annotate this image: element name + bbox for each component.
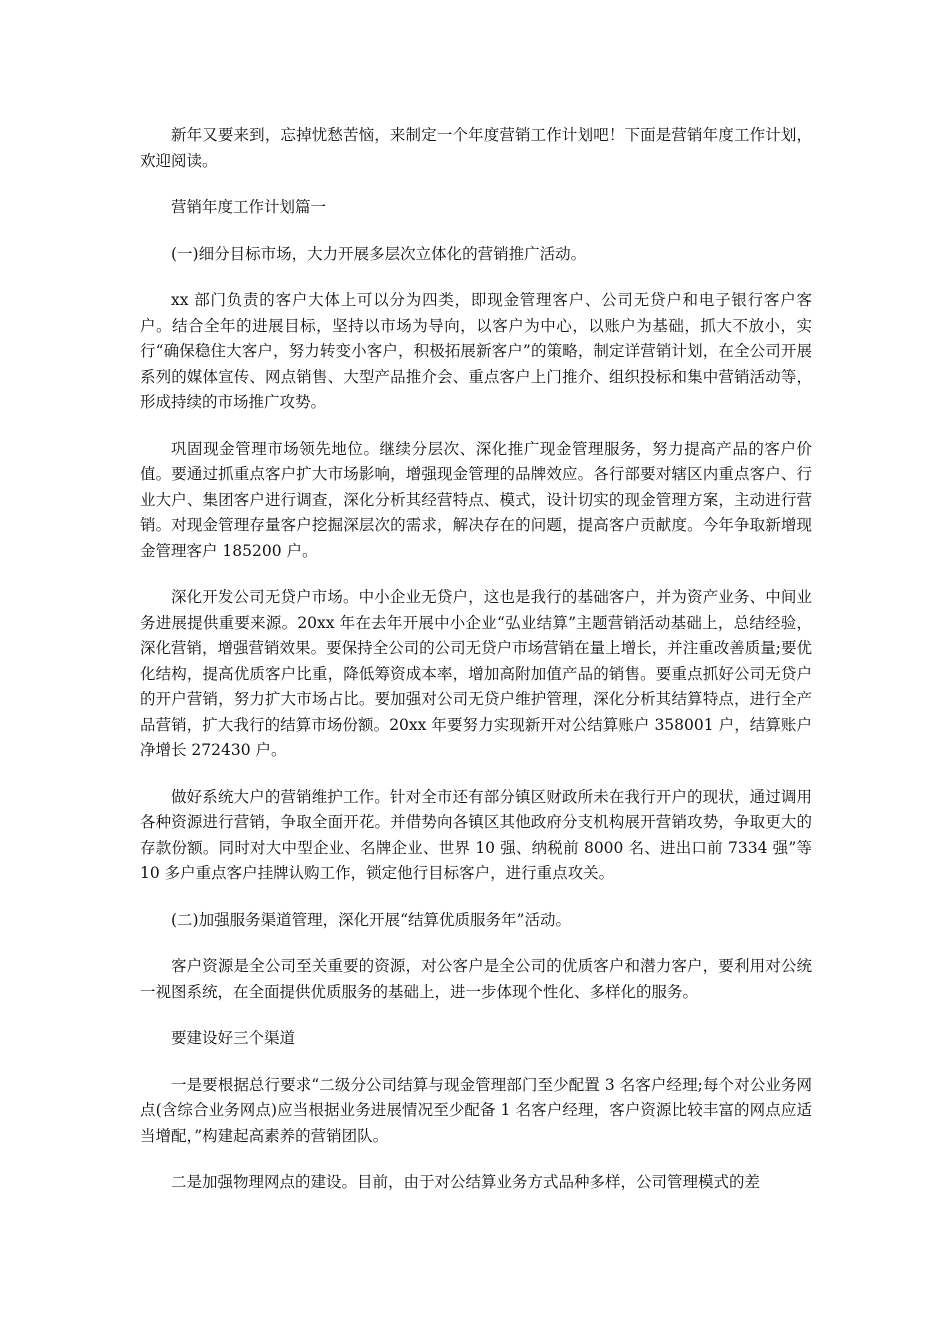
heading-two: (二)加强服务渠道管理，深化开展“结算优质服务年”活动。	[171, 910, 571, 929]
heading-one: (一)细分目标市场，大力开展多层次立体化的营销推广活动。	[171, 244, 587, 263]
paragraph-channel-two: 二是加强物理网点的建设。目前，由于对公结算业务方式品种多样，公司管理模式的差	[171, 1173, 761, 1191]
paragraph-no-loan-market: 深化开发公司无贷户市场。中小企业无贷户，这也是我行的基础客户，并为资产业务、中间业务进展提供重要来源。20xx 年在去年开展中小企业“弘业结算”主题营销活动基础上，总结经验，深化营销，增强营销效果。要保持全公司的公司无贷户市场营销在量上增长，并注重改善质量;要优化结构，提高优质客户比重，降低筹资成本率，增加高附加值产品的销售。要重点抓好公司无贷户的开户营销，努力扩大市场占比。要加强对公司无贷户维护管理，深化分析其结算特点，进行全产品营销，扩大我行的结算市场份额。20xx 年要努力实现新开对公结算账户 358001 户，结算账户净增长 272430 户。	[140, 588, 812, 759]
paragraph-customer-resources: 客户资源是全公司至关重要的资源，对公客户是全公司的优质客户和潜力客户，要利用对公统一视图系统，在全面提供优质服务的基础上，进一步体现个性化、多样化的服务。	[140, 957, 812, 1001]
paragraph-channel-one: 一是要根据总行要求“二级分公司结算与现金管理部门至少配置 3 名客户经理;每个对公业务网点(含综合业务网点)应当根据业务进展情况至少配备 1 名客户经理，客户资源比较丰富的网点应适当增配，”构建起高素养的营销团队。	[140, 1075, 812, 1145]
paragraph-three-channels: 要建设好三个渠道	[171, 1029, 296, 1047]
intro-paragraph: 新年又要来到，忘掉忧愁苦恼，来制定一个年度营销工作计划吧！下面是营销年度工作计划，欢迎阅读。	[140, 126, 812, 170]
paragraph-system-accounts: 做好系统大户的营销维护工作。针对全市还有部分镇区财政所未在我行开户的现状，通过调用各种资源进行营销，争取全面开花。并借势向各镇区其他政府分支机构展开营销攻势，争取更大的存款份额。同时对大中型企业、名牌企业、世界 10 强、纳税前 8000 名、进出口前 7334 强”等 10 多户重点客户挂牌认购工作，锁定他行目标客户，进行重点攻关。	[140, 787, 812, 882]
section-title: 营销年度工作计划篇一	[171, 198, 327, 216]
document-body	[140, 123, 812, 1217]
paragraph-cash-management: 巩固现金管理市场领先地位。继续分层次、深化推广现金管理服务，努力提高产品的客户价值。要通过抓重点客户扩大市场影响，增强现金管理的品牌效应。各行部要对辖区内重点客户、行业大户、集团客户进行调查，深化分析其经营特点、模式，设计切实的现金管理方案，主动进行营销。对现金管理存量客户挖掘深层次的需求，解决存在的问题，提高客户贡献度。今年争取新增现金管理客户 185200 户。	[140, 439, 812, 560]
paragraph-customer-types: xx 部门负责的客户大体上可以分为四类，即现金管理客户、公司无贷户和电子银行客户客户。结合全年的进展目标，坚持以市场为导向，以客户为中心，以账户为基础，抓大不放小，实行“确保稳住大客户，努力转变小客户，积极拓展新客户”的策略，制定详营销计划，在全公司开展系列的媒体宣传、网点销售、大型产品推介会、重点客户上门推介、组织投标和集中营销活动等，形成持续的市场推广攻势。	[140, 291, 812, 411]
